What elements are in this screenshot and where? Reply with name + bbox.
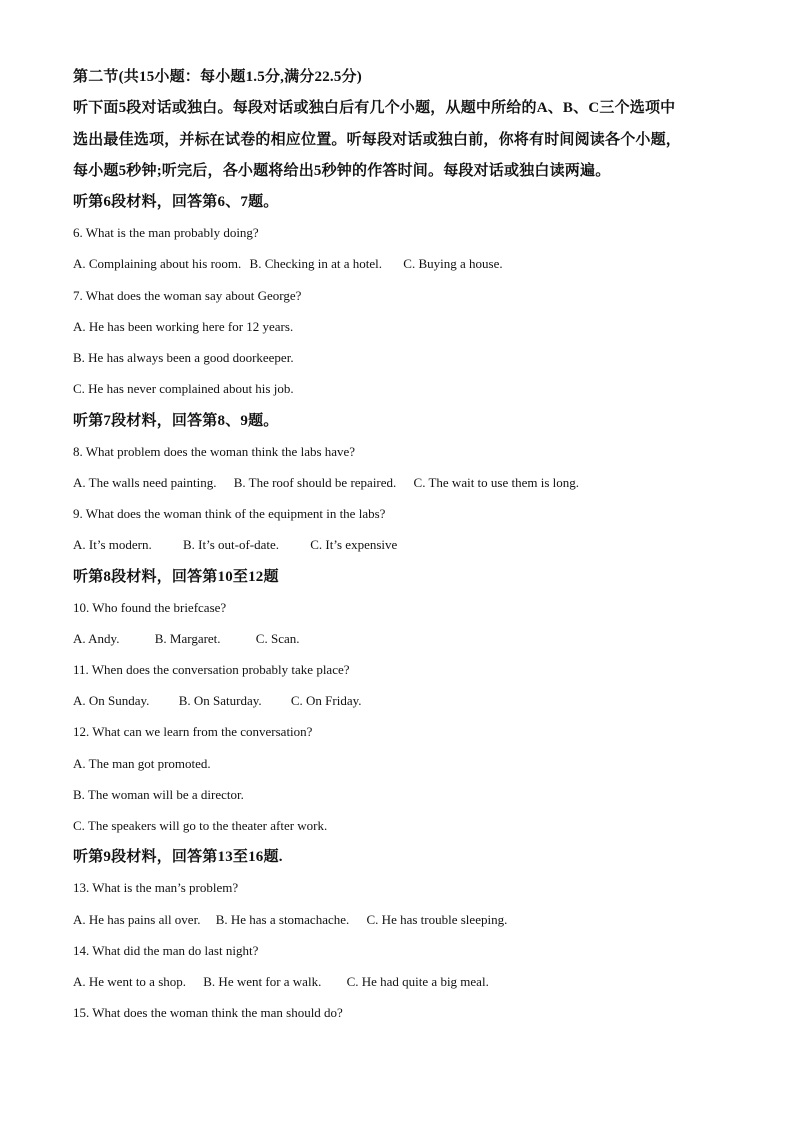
question-stem: 8. What problem does the woman think the labs have? xyxy=(73,444,356,459)
option-c: C. The wait to use them is long. xyxy=(413,475,580,490)
option-b: B. Margaret. xyxy=(154,631,221,646)
option-b: B. It’s out-of-date. xyxy=(182,537,280,552)
instructions-line-1: 听下面5段对话或独白。每段对话或独白后有几个小题，从题中所给的A、B、C三个选项中 xyxy=(73,100,676,116)
option-a: A. He went to a shop. xyxy=(73,974,187,989)
option-c: C. Scan. xyxy=(255,631,300,646)
question-stem: 6. What is the man probably doing? xyxy=(73,225,259,240)
question-stem: 10. Who found the briefcase? xyxy=(73,600,227,615)
question-stem: 11. When does the conversation probably take place? xyxy=(73,662,350,677)
option-c: C. He has never complained about his job. xyxy=(73,381,294,396)
option-c: C. Buying a house. xyxy=(403,256,503,271)
group-heading: 听第8段材料，回答第10至12题 xyxy=(73,569,279,585)
option-b: B. The woman will be a director. xyxy=(73,787,244,802)
question-stem: 13. What is the man’s problem? xyxy=(73,880,239,895)
question-stem: 9. What does the woman think of the equipment in the labs? xyxy=(73,506,386,521)
question-stem: 14. What did the man do last night? xyxy=(73,943,259,958)
group-heading: 听第6段材料，回答第6、7题。 xyxy=(73,194,279,210)
option-b: B. He has always been a good doorkeeper. xyxy=(73,350,294,365)
option-c: C. He had quite a big meal. xyxy=(346,974,489,989)
options-row xyxy=(73,974,489,990)
option-b: B. Checking in at a hotel. xyxy=(249,256,383,271)
options-row xyxy=(73,912,507,928)
option-a: A. Andy. xyxy=(73,631,120,646)
options-row xyxy=(73,256,503,272)
option-b: B. He went for a walk. xyxy=(203,974,322,989)
option-c: C. The speakers will go to the theater after work. xyxy=(73,818,328,833)
option-b: B. He has a stomachache. xyxy=(215,912,350,927)
option-c: C. He has trouble sleeping. xyxy=(366,912,508,927)
option-a: A. He has pains all over. xyxy=(73,912,201,927)
option-c: C. On Friday. xyxy=(290,693,362,708)
option-a: A. On Sunday. xyxy=(73,693,150,708)
options-row xyxy=(73,537,397,553)
instructions-line-2: 选出最佳选项，并标在试卷的相应位置。听每段对话或独白前，你将有时间阅读各个小题， xyxy=(73,132,682,148)
section-title: 第二节(共15小题：每小题1.5分,满分22.5分) xyxy=(73,69,362,85)
option-a: A. He has been working here for 12 years. xyxy=(73,319,294,334)
group-heading: 听第9段材料，回答第13至16题. xyxy=(73,849,283,865)
option-a: A. The walls need painting. xyxy=(73,475,217,490)
question-stem: 15. What does the woman think the man should do? xyxy=(73,1005,343,1020)
option-c: C. It’s expensive xyxy=(310,537,398,552)
options-row xyxy=(73,475,579,491)
option-b: B. On Saturday. xyxy=(178,693,262,708)
option-a: A. Complaining about his room. xyxy=(73,256,242,271)
option-b: B. The roof should be repaired. xyxy=(233,475,397,490)
question-stem: 7. What does the woman say about George? xyxy=(73,288,302,303)
group-heading: 听第7段材料，回答第8、9题。 xyxy=(73,413,279,429)
option-a: A. The man got promoted. xyxy=(73,756,211,771)
options-row xyxy=(73,631,300,647)
instructions-line-3: 每小题5秒钟;听完后，各小题将给出5秒钟的作答时间。每段对话或独白读两遍。 xyxy=(73,163,611,179)
option-a: A. It’s modern. xyxy=(73,537,152,552)
options-row xyxy=(73,693,362,709)
question-stem: 12. What can we learn from the conversation? xyxy=(73,724,313,739)
